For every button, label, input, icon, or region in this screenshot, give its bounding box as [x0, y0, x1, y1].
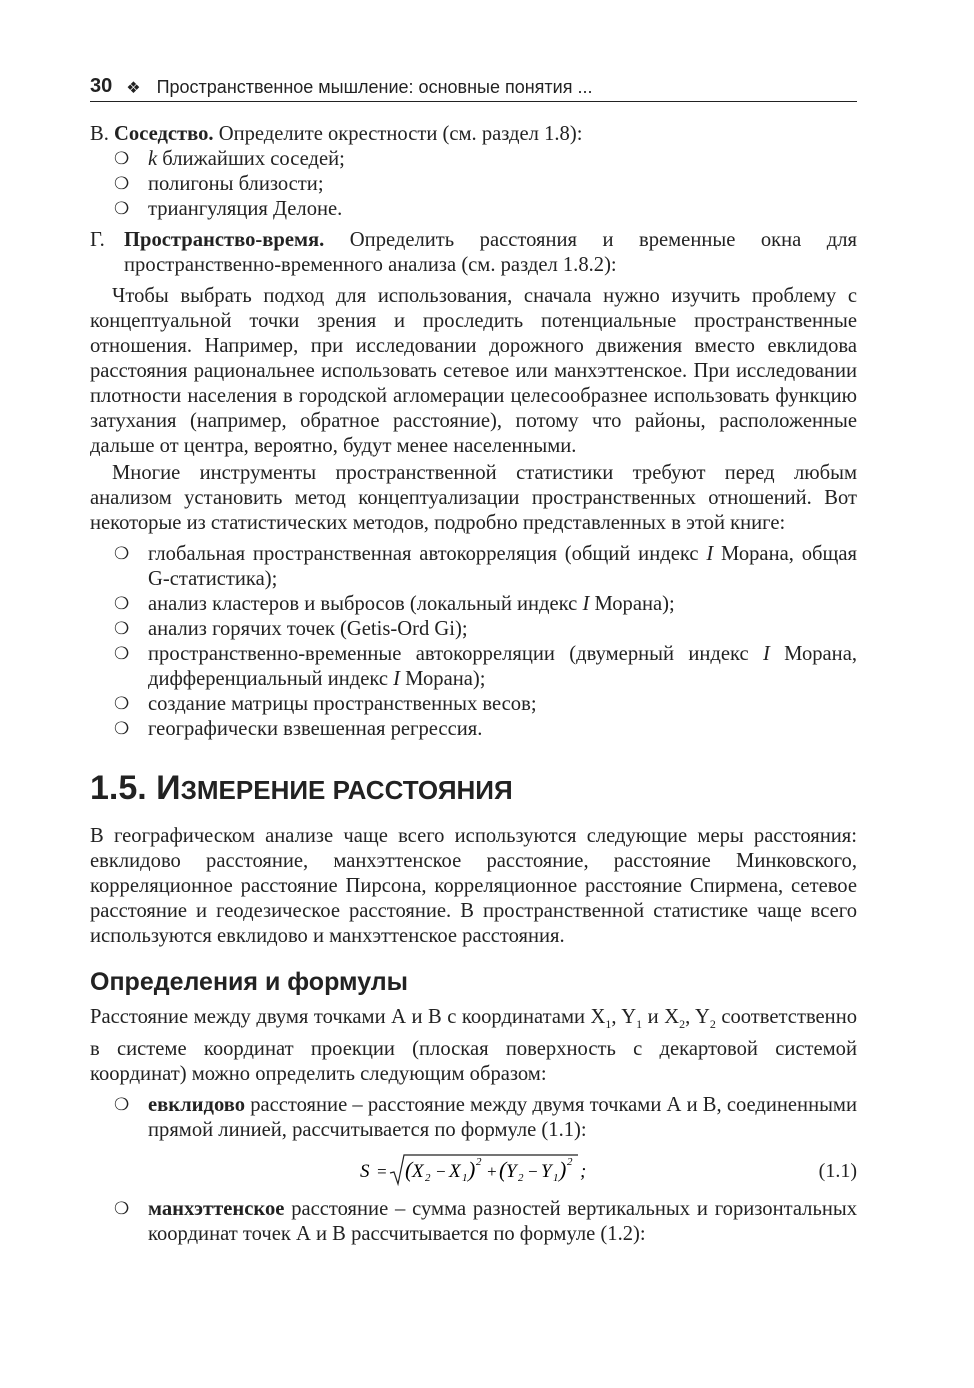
bullet-circle-icon: ❍ — [114, 149, 130, 169]
list-item: ❍ анализ горячих точек (Getis-Ord Gi); — [114, 618, 468, 640]
svg-text:2: 2 — [567, 1156, 573, 1169]
svg-text:(: ( — [405, 1157, 413, 1183]
svg-text:X: X — [449, 1161, 461, 1183]
list-item: ❍ создание матрицы пространственных весов; — [114, 693, 537, 715]
svg-text:): ) — [468, 1157, 476, 1183]
neighbourhood-list — [90, 147, 857, 222]
svg-text:;: ; — [580, 1161, 587, 1183]
list-item: ❍ глобальная пространственная автокорреляция (общий индекс I Морана, общая G-статистика); — [114, 543, 857, 590]
svg-text:Y: Y — [541, 1161, 552, 1183]
svg-text:−: − — [527, 1162, 539, 1182]
svg-text:2: 2 — [518, 1172, 524, 1185]
svg-text:Y: Y — [506, 1161, 517, 1183]
bullet-circle-icon: ❍ — [114, 544, 130, 564]
methods-list — [90, 542, 857, 742]
bullet-circle-icon: ❍ — [114, 174, 130, 194]
svg-text:): ) — [559, 1157, 567, 1183]
page-number: 30 — [90, 75, 113, 97]
formula-1-1 — [90, 1147, 857, 1193]
ornament-icon: ❖ — [126, 80, 141, 97]
section-v-intro: В. Соседство. Определите окрестности (см. раздел 1.8): — [90, 123, 583, 145]
list-item: ❍ полигоны близости; — [114, 173, 324, 195]
svg-text:−: − — [435, 1162, 447, 1182]
list-item-manhattan: ❍ манхэттенское расстояние – сумма разностей вертикальных и горизонтальных координат точек А и В рассчитывается по формуле (1.2): — [114, 1198, 857, 1246]
bullet-circle-icon: ❍ — [114, 199, 130, 219]
bullet-circle-icon: ❍ — [114, 594, 130, 614]
distance-list-continued — [90, 1197, 857, 1247]
list-item: ❍ k ближайших соседей; — [114, 148, 345, 170]
paragraph-approach: Чтобы выбрать подход для использования, сначала нужно изучить проблему с концептуальной точки зрения и проследить потенциальные пространственные отношения. Например, при исследовании дорожного движения вместо евклидова расстояния рациональнее использовать сетевое или манхэттенское. При исследовании плотности населения в городской агломерации целесообразнее использовать функцию затухания (например, обратное расстояние), потому что районы, расположенные дальше от центра, вероятно, будут менее населенными. — [90, 285, 857, 457]
list-item: ❍ анализ кластеров и выбросов (локальный индекс I Морана); — [114, 593, 675, 615]
bullet-circle-icon: ❍ — [114, 694, 130, 714]
svg-text:1: 1 — [462, 1172, 468, 1185]
page-body — [90, 122, 857, 1247]
svg-text:(: ( — [499, 1157, 507, 1183]
paragraph-tools: Многие инструменты пространственной статистики требуют перед любым анализом установить метод концептуализации пространственных отношений. Вот некоторые из статистических методов, подробно представленных в этой книге: — [90, 462, 857, 534]
section-heading: 1.5. ИЗМЕРЕНИЕ РАССТОЯНИЯ — [90, 769, 513, 807]
svg-text:=: = — [376, 1162, 388, 1182]
bullet-circle-icon: ❍ — [114, 619, 130, 639]
euclidean-formula — [360, 1151, 600, 1198]
paragraph-distance-measures: В географическом анализе чаще всего используются следующие меры расстояния: евклидово расстояние, манхэттенское расстояние, расстояние Минковского, корреляционное расстояние Пирсона, корреляционное расстояние Спирмена, сетевое расстояние и геодезическое расстояние. В пространственной статистике чаще всего используются евклидово и манхэттенское расстояния. — [90, 825, 857, 947]
svg-text:2: 2 — [476, 1156, 482, 1169]
list-item: ❍ триангуляция Делоне. — [114, 198, 343, 220]
bullet-circle-icon: ❍ — [114, 1095, 130, 1116]
svg-text:X: X — [412, 1161, 424, 1183]
svg-text:+: + — [486, 1162, 498, 1182]
formula-svg — [360, 1151, 600, 1191]
list-item-euclidean: ❍ евклидово расстояние – расстояние между двумя точками А и В, соединенными прямой линией, рассчитывается по формуле (1.1): — [114, 1094, 857, 1142]
subheading: Определения и формулы — [90, 968, 408, 996]
running-title: Пространственное мышление: основные понятия ... — [156, 77, 593, 97]
bullet-circle-icon: ❍ — [114, 719, 130, 739]
svg-text:2: 2 — [425, 1172, 431, 1185]
list-item: ❍ географически взвешенная регрессия. — [114, 718, 483, 740]
bullet-circle-icon: ❍ — [114, 1199, 130, 1220]
svg-text:1: 1 — [553, 1172, 559, 1185]
list-item: ❍ пространственно-временные автокорреляции (двумерный индекс I Морана, дифференциальный индекс I Морана); — [114, 643, 857, 690]
section-g: Г. Пространство-время. Определить расстояния и временные окна для пространственно-временного анализа (см. раздел 1.8.2): — [90, 229, 857, 276]
running-header — [90, 76, 857, 102]
distance-list — [90, 1093, 857, 1143]
equation-number: (1.1) — [818, 1160, 857, 1183]
paragraph-coordinates: Расстояние между двумя точками А и В с координатами $X_1$, $Y_1$ и $X_2$, $Y_2$ соответственно в системе координат проекции (плоская поверхность с декартовой системой координат) можно определить следующим образом: — [90, 1006, 858, 1086]
bullet-circle-icon: ❍ — [114, 644, 130, 664]
svg-text:S: S — [360, 1161, 370, 1183]
